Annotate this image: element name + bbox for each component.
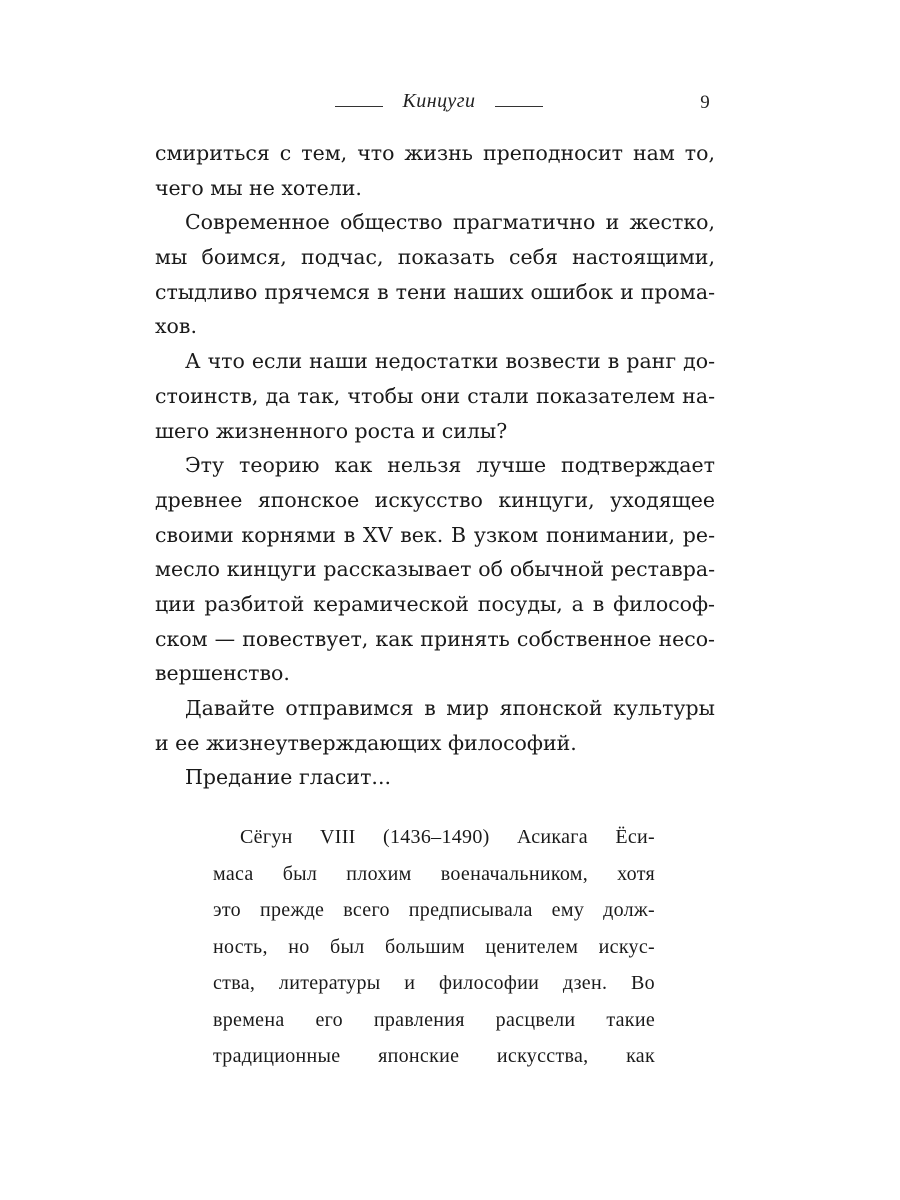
text-line: Современное общество прагматично и жестко, <box>185 210 715 235</box>
text-line: Эту теорию как нельзя лучше подтверждает <box>185 453 715 478</box>
text-line: мы боимся, подчас, показать себя настоящими, <box>155 245 715 270</box>
text-line: и ее жизнеутверждающих философий. <box>155 730 577 755</box>
text-line: месло кинцуги рассказывает об обычной реставра- <box>155 557 715 582</box>
text-line: смириться с тем, что жизнь преподносит нам то, <box>155 141 715 165</box>
running-header <box>0 86 900 122</box>
text-line: Предание гласит... <box>185 765 391 790</box>
quote-line: ства, литературы и философии дзен. Во <box>213 972 655 994</box>
text-line: своими корнями в XV век. В узком понимании, ре- <box>155 522 715 547</box>
text-line: древнее японское искусство кинцуги, уходящее <box>155 487 715 512</box>
page-number: 9 <box>700 92 710 113</box>
text-line: Давайте отправимся в мир японской культуры <box>185 696 715 720</box>
text-line: А что если наши недостатки возвести в ранг до- <box>185 349 715 374</box>
text-line: чего мы не хотели. <box>155 175 362 200</box>
quote-line: традиционные японские искусства, как <box>213 1045 655 1067</box>
text-line: ском — повествует, как принять собственное несо- <box>155 626 715 651</box>
text-line: хов. <box>155 314 197 339</box>
text-line: вершенство. <box>155 661 290 686</box>
quote-line: ность, но был большим ценителем искус- <box>213 935 655 958</box>
quote-line: Сёгун VIII (1436–1490) Асикага Ёси- <box>240 826 655 848</box>
text-line: шего жизненного роста и силы? <box>155 418 508 443</box>
quote-line: времена его правления расцвели такие <box>213 1008 655 1031</box>
text-line: стыдливо прячемся в тени наших ошибок и прома- <box>155 279 715 304</box>
quoted-passage <box>213 819 655 1075</box>
header-rule-left <box>335 106 383 107</box>
body-text <box>155 136 715 795</box>
text-line: стоинств, да так, чтобы они стали показателем на- <box>155 383 715 408</box>
quote-line: маса был плохим военачальником, хотя <box>213 862 655 885</box>
running-title: Кинцуги <box>402 90 476 112</box>
header-rule-right <box>495 106 543 107</box>
quote-line: это прежде всего предписывала ему долж- <box>213 899 655 921</box>
text-line: ции разбитой керамической посуды, а в философ- <box>155 591 715 616</box>
